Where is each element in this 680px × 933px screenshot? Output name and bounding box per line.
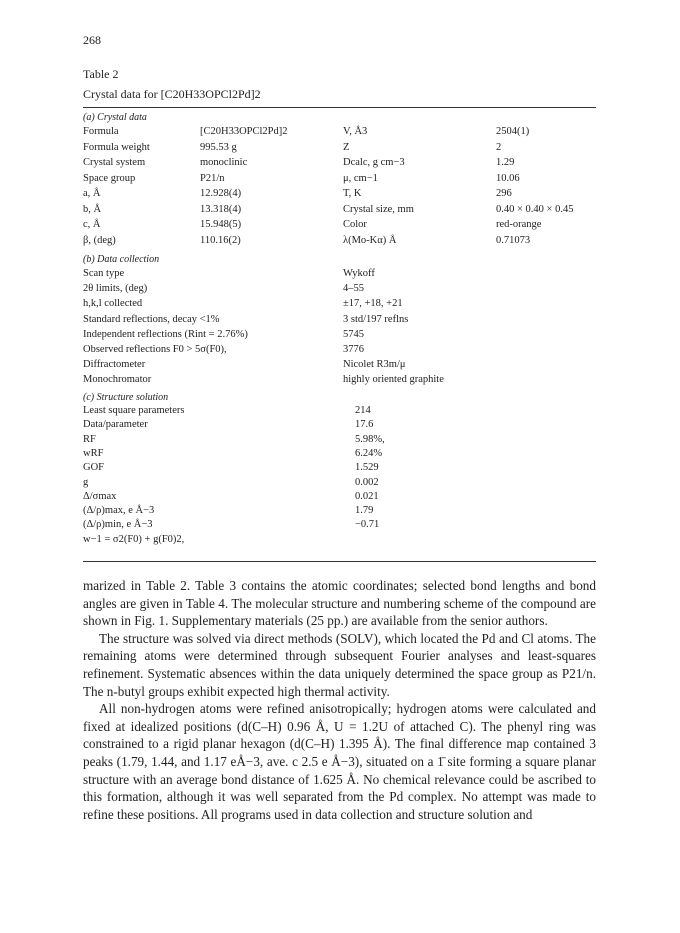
row-label: b, Å <box>83 203 102 215</box>
row-label: RF <box>83 433 96 445</box>
row-label: Dcalc, g cm−3 <box>343 157 405 168</box>
row-value: 13.318(4) <box>200 203 242 215</box>
row-value: 0.002 <box>355 476 379 488</box>
row-value: 995.53 g <box>200 141 237 153</box>
row-label: T, K <box>343 188 362 199</box>
row-value: 15.948(5) <box>200 219 242 230</box>
row-label: Δ/σmax <box>83 490 117 502</box>
row-value: ±17, +18, +21 <box>343 298 403 310</box>
row-label: wRF <box>83 447 104 459</box>
row-label: Observed reflections F0 > 5σ(F0), <box>83 344 227 355</box>
row-value: Nicolet R3m/μ <box>343 359 406 371</box>
row-label: Monochromator <box>83 374 152 386</box>
row-label: Data/parameter <box>83 419 148 431</box>
row-value: 1.529 <box>355 462 379 474</box>
row-label: Least square parameters <box>83 405 185 416</box>
row-label: (Δ/ρ)max, e Å−3 <box>83 505 155 517</box>
row-value: 12.928(4) <box>200 188 242 199</box>
table-bottom-rule <box>83 561 596 562</box>
row-label: g <box>83 476 89 488</box>
row-value: 0.021 <box>355 490 379 502</box>
row-label: Formula <box>83 126 119 137</box>
row-label: Space group <box>83 172 136 184</box>
section-c-title: (c) Structure solution <box>83 392 169 403</box>
row-label: Diffractometer <box>83 359 146 371</box>
body-text <box>83 577 596 823</box>
row-label: c, Å <box>83 219 101 230</box>
row-value: 296 <box>496 188 512 199</box>
row-value: 2504(1) <box>496 126 530 137</box>
row-value: 1.29 <box>496 157 515 168</box>
row-value: 3776 <box>343 344 364 355</box>
paragraph: All non-hydrogen atoms were refined anisotropically; hydrogen atoms were calculated and fixed at idealized positions (d(C–H) 0.96 Å, U = 1.2U of attached C). The phenyl ring was constrained to a rigid planar hexagon (d(C–H) 1.395 Å). The final difference map contained 3 peaks (1.79, 1.44, and 1.17 eÅ−3, ave. c 2.5 e Å−3), situated on a 1̄ site forming a square planar structure with an average bond distance of 1.625 Å. No chemical relevance could be ascribed to this formation, although it was well separated from the Pd complex. No attempt was made to refine these positions. All programs used in data collection and structure solution and <box>83 701 596 822</box>
row-label: 2θ limits, (deg) <box>83 283 148 295</box>
row-label: Crystal system <box>83 157 146 168</box>
row-label: Scan type <box>83 268 125 279</box>
row-label: GOF <box>83 462 105 474</box>
row-label: w−1 = σ2(F0) + g(F0)2, <box>83 533 185 545</box>
table-caption: Crystal data for [C20H33OPCl2Pd]2 <box>83 87 261 101</box>
row-value: 214 <box>355 405 371 416</box>
row-label: β, (deg) <box>83 234 116 246</box>
row-value: red-orange <box>496 219 542 230</box>
row-label: λ(Mo-Kα) Å <box>343 234 397 246</box>
row-value: 6.24% <box>355 447 383 459</box>
row-label: Crystal size, mm <box>343 203 414 215</box>
row-value: 1.79 <box>355 505 374 517</box>
table-label: Table 2 <box>83 67 119 81</box>
row-value: P21/n <box>200 172 225 184</box>
row-label: μ, cm−1 <box>343 172 378 184</box>
row-label: a, Å <box>83 188 101 199</box>
row-value: 5.98%, <box>355 433 385 445</box>
table-top-rule <box>83 107 596 108</box>
row-value: monoclinic <box>200 157 248 168</box>
row-value: 3 std/197 reflns <box>343 313 409 325</box>
row-label: Z <box>343 141 350 153</box>
row-value: 17.6 <box>355 419 374 431</box>
row-value: 10.06 <box>496 172 520 184</box>
row-label: Independent reflections (Rint = 2.76%) <box>83 328 248 340</box>
section-a-title: (a) Crystal data <box>83 112 147 123</box>
row-value: 5745 <box>343 328 364 340</box>
paragraph: marized in Table 2. Table 3 contains the atomic coordinates; selected bond lengths and bond angles are given in Table 4. The molecular structure and numbering scheme of the compound are shown in Fig. 1. Supplementary materials (25 pp.) are available from the senior authors. <box>83 578 596 629</box>
row-label: (Δ/ρ)min, e Å−3 <box>83 519 153 531</box>
row-value: 0.40 × 0.40 × 0.45 <box>496 203 574 215</box>
row-label: V, Å3 <box>343 126 368 137</box>
row-value: 4–55 <box>343 283 364 295</box>
row-value: [C20H33OPCl2Pd]2 <box>200 126 288 137</box>
row-label: Standard reflections, decay <1% <box>83 313 220 325</box>
row-value: highly oriented graphite <box>343 374 444 386</box>
paragraph: The structure was solved via direct methods (SOLV), which located the Pd and Cl atoms. The remaining atoms were determined through subsequent Fourier analyses and least-squares refinement. Systematic absences within the data uniquely determined the space group as P21/n. The n-butyl groups exhibit expected high thermal activity. <box>83 630 596 699</box>
row-value: 0.71073 <box>496 234 531 246</box>
row-value: 2 <box>496 141 502 153</box>
section-b-title: (b) Data collection <box>83 254 160 265</box>
page-number: 268 <box>83 33 101 47</box>
row-value: −0.71 <box>355 519 380 531</box>
row-label: Color <box>343 219 367 230</box>
row-value: Wykoff <box>343 268 375 279</box>
row-value: 110.16(2) <box>200 234 241 246</box>
row-label: Formula weight <box>83 141 150 153</box>
row-label: h,k,l collected <box>83 298 143 310</box>
